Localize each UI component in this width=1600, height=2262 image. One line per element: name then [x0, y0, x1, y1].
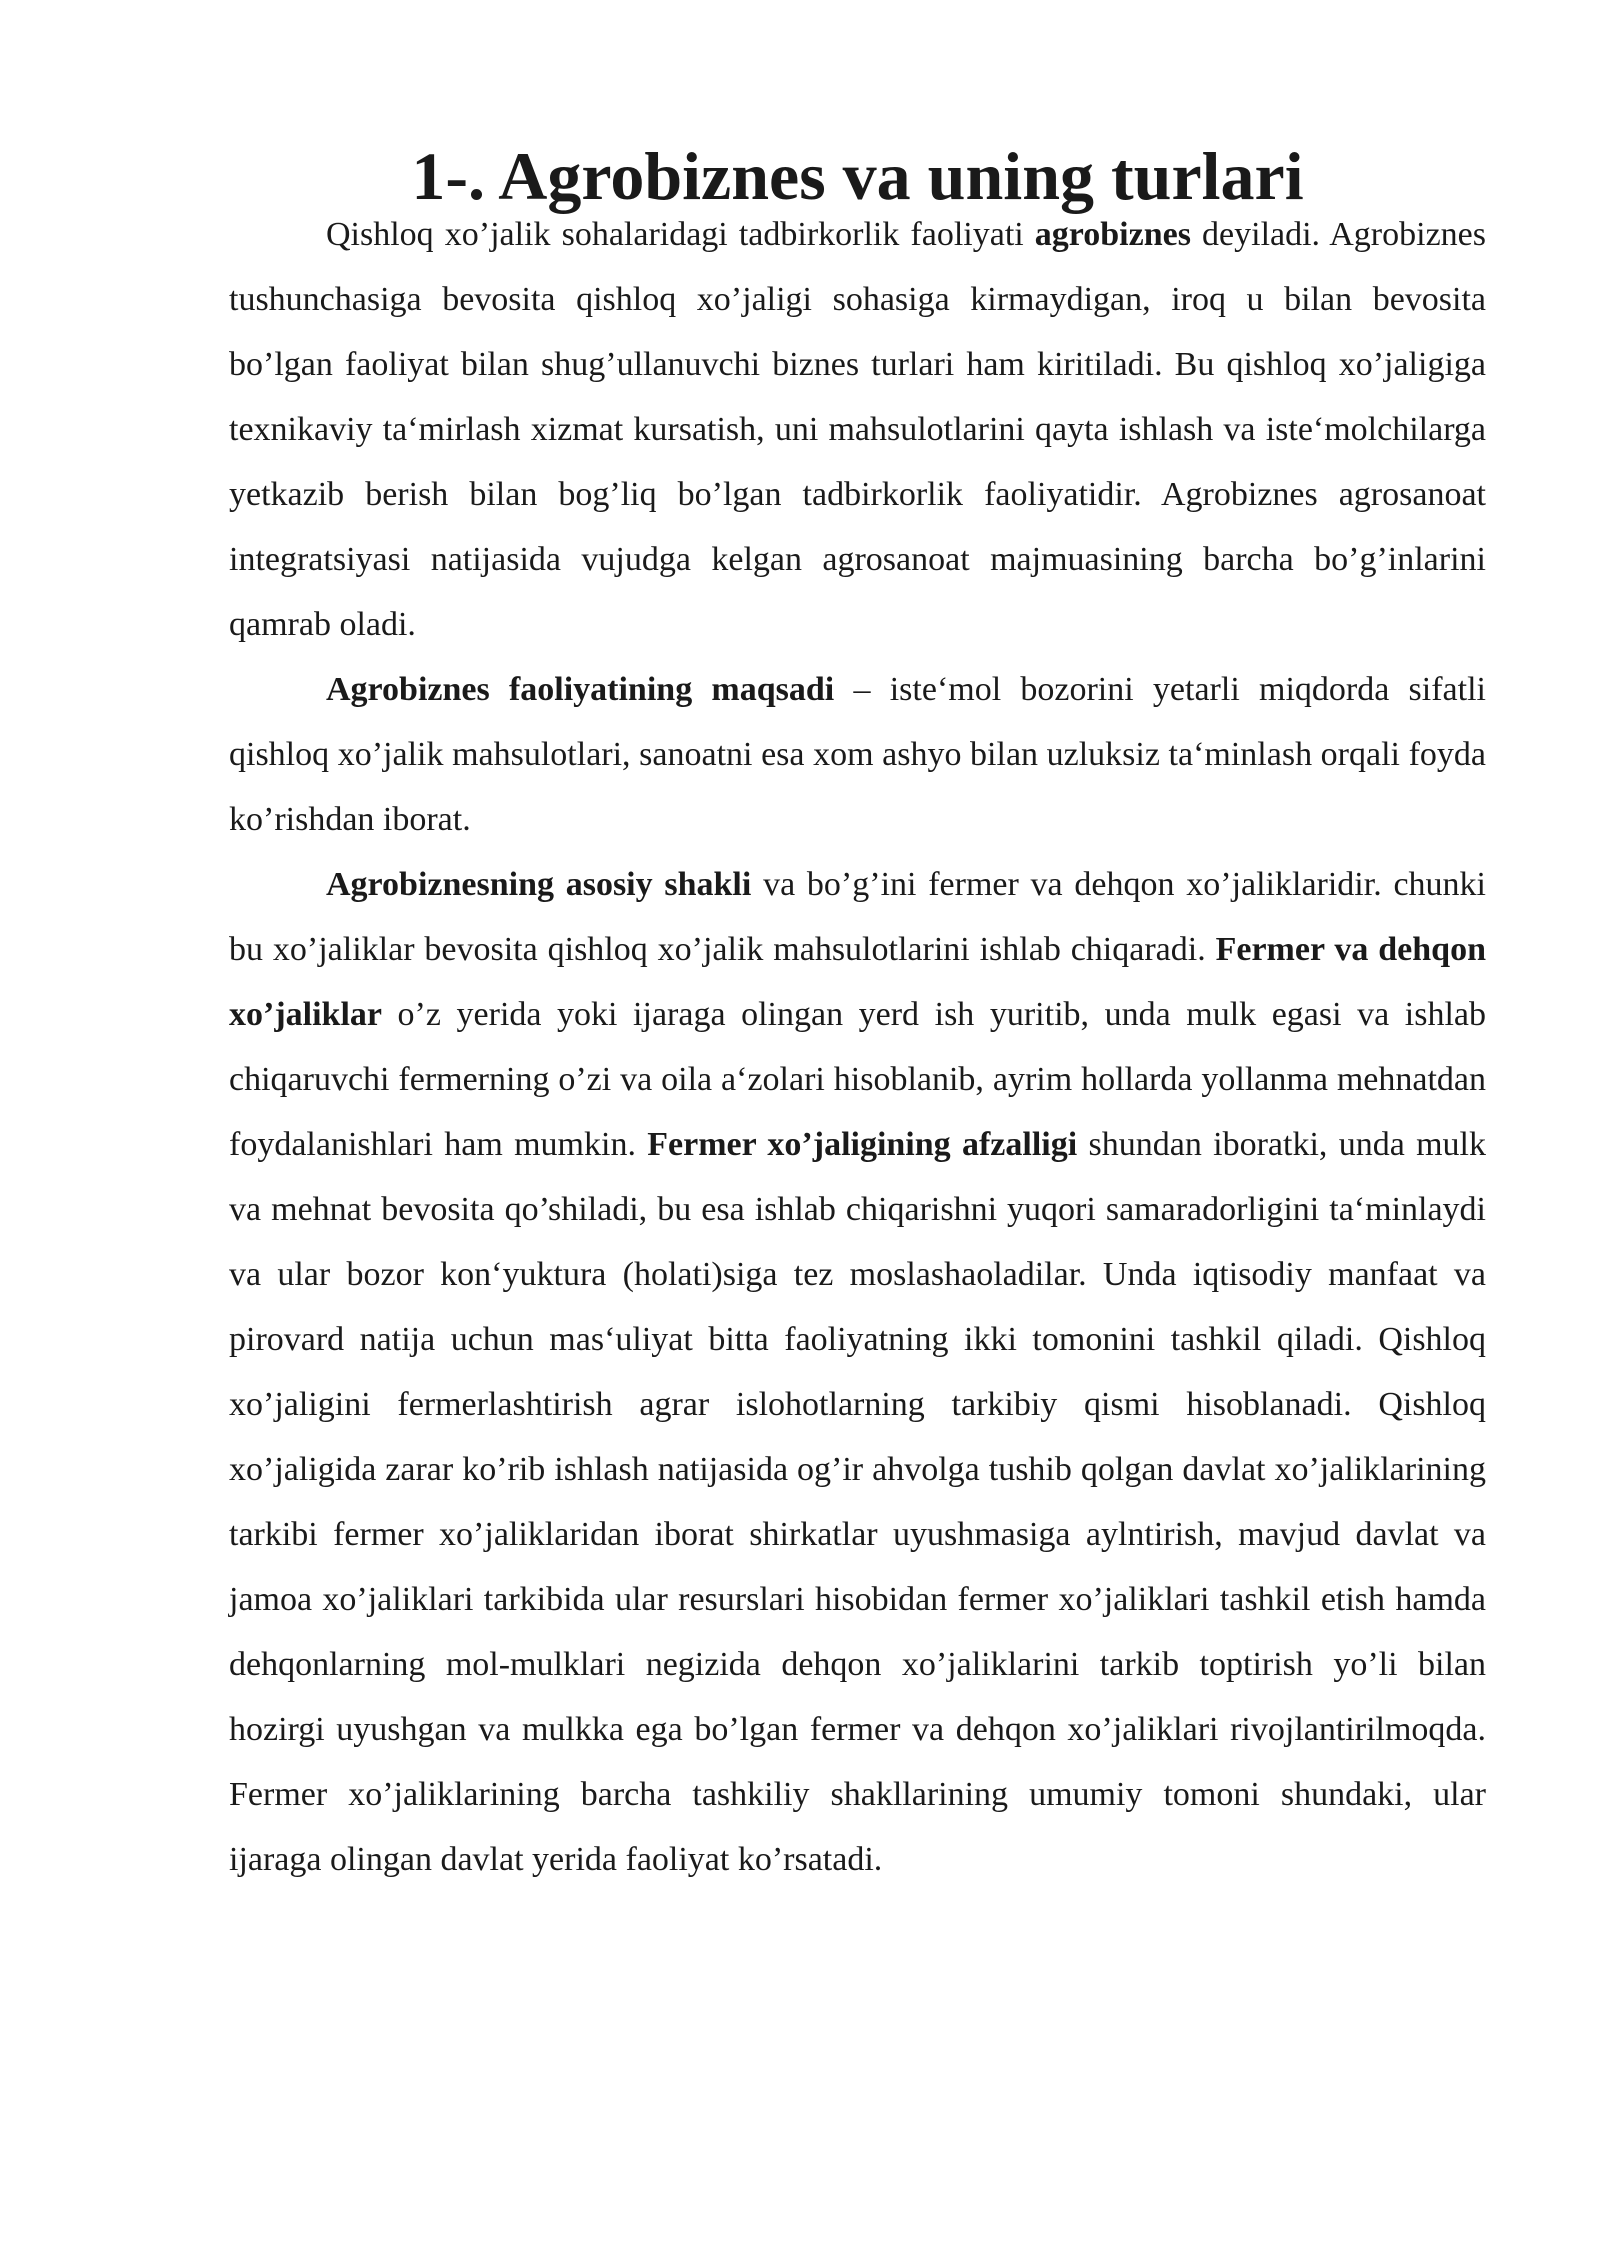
text-run: va bo’g’ini fermer va dehqon xo’jaliklaridir. chunki bu xo’jaliklar bevosita qishloq xo’jalik mahsulotlarini ishlab chiqaradi.	[229, 866, 1486, 968]
text-run: Qishloq xo’jalik sohalaridagi tadbirkorlik faoliyati	[326, 216, 1035, 253]
section-heading: 1-. Agrobiznes va uning turlari	[411, 138, 1304, 214]
paragraph-definition	[229, 202, 1486, 657]
document-body	[229, 138, 1487, 1892]
text-run: o’z yerida yoki ijaraga olingan yerd ish yuritib, unda mulk egasi va ishlab chiqaruvchi fermerning o’zi va oila a‘zolari hisoblanib, ayrim hollarda yollanma mehnatdan foydalanishlari ham mumkin.	[229, 996, 1486, 1163]
text-run: deyiladi. Agrobiznes tushunchasiga bevosita qishloq xo’jaligi sohasiga kirmaydigan, iroq u bilan bevosita bo’lgan faoliyat bilan shug’ullanuvchi biznes turlari ham kiritiladi. Bu qishloq xo’jaligiga texnikaviy ta‘mirlash xizmat kursatish, uni mahsulotlarini qayta ishlash va iste‘molchilarga yetkazib berish bilan bog’liq bo’lgan tadbirkorlik faoliyatidir. Agrobiznes agrosanoat integratsiyasi natijasida vujudga kelgan agrosanoat majmuasining barcha bo’g’inlarini qamrab oladi.	[229, 216, 1486, 643]
paragraph-goal	[229, 657, 1486, 852]
bold-term: Fermer xo’jaligining afzalligi	[647, 1126, 1078, 1163]
bold-term: agrobiznes	[1034, 216, 1191, 253]
paragraph-forms	[229, 852, 1486, 1892]
bold-term: Fermer va dehqon xo’jaliklar	[229, 931, 1486, 1033]
bold-term: Agrobiznes faoliyatining maqsadi	[326, 671, 835, 708]
text-run: shundan iboratki, unda mulk va mehnat bevosita qo’shiladi, bu esa ishlab chiqarishni yuqori samaradorligini ta‘minlaydi va ular bozor kon‘yuktura (holati)siga tez moslashaoladilar. Unda iqtisodiy manfaat va pirovard natija uchun mas‘uliyat bitta faoliyatning ikki tomonini tashkil qiladi. Qishloq xo’jaligini fermerlashtirish agrar islohotlarning tarkibiy qismi hisoblanadi. Qishloq xo’jaligida zarar ko’rib ishlash natijasida og’ir ahvolga tushib qolgan davlat xo’jaliklarining tarkibi fermer xo’jaliklaridan iborat shirkatlar uyushmasiga aylntirish, mavjud davlat va jamoa xo’jaliklari tarkibida ular resurslari hisobidan fermer xo’jaliklari tashkil etish hamda dehqonlarning mol-mulklari negizida dehqon xo’jaliklarini tarkib toptirish yo’li bilan hozirgi uyushgan va mulkka ega bo’lgan fermer va dehqon xo’jaliklari rivojlantirilmoqda. Fermer xo’jaliklarining barcha tashkiliy shakllarining umumiy tomoni shundaki, ular ijaraga olingan davlat yerida faoliyat ko’rsatadi.	[229, 1126, 1487, 1878]
text-run: – iste‘mol bozorini yetarli miqdorda sifatli qishloq xo’jalik mahsulotlari, sanoatni esa xom ashyo bilan uzluksiz ta‘minlash orqali foyda ko’rishdan iborat.	[229, 671, 1486, 838]
bold-term: Agrobiznesning asosiy shakli	[326, 866, 752, 903]
